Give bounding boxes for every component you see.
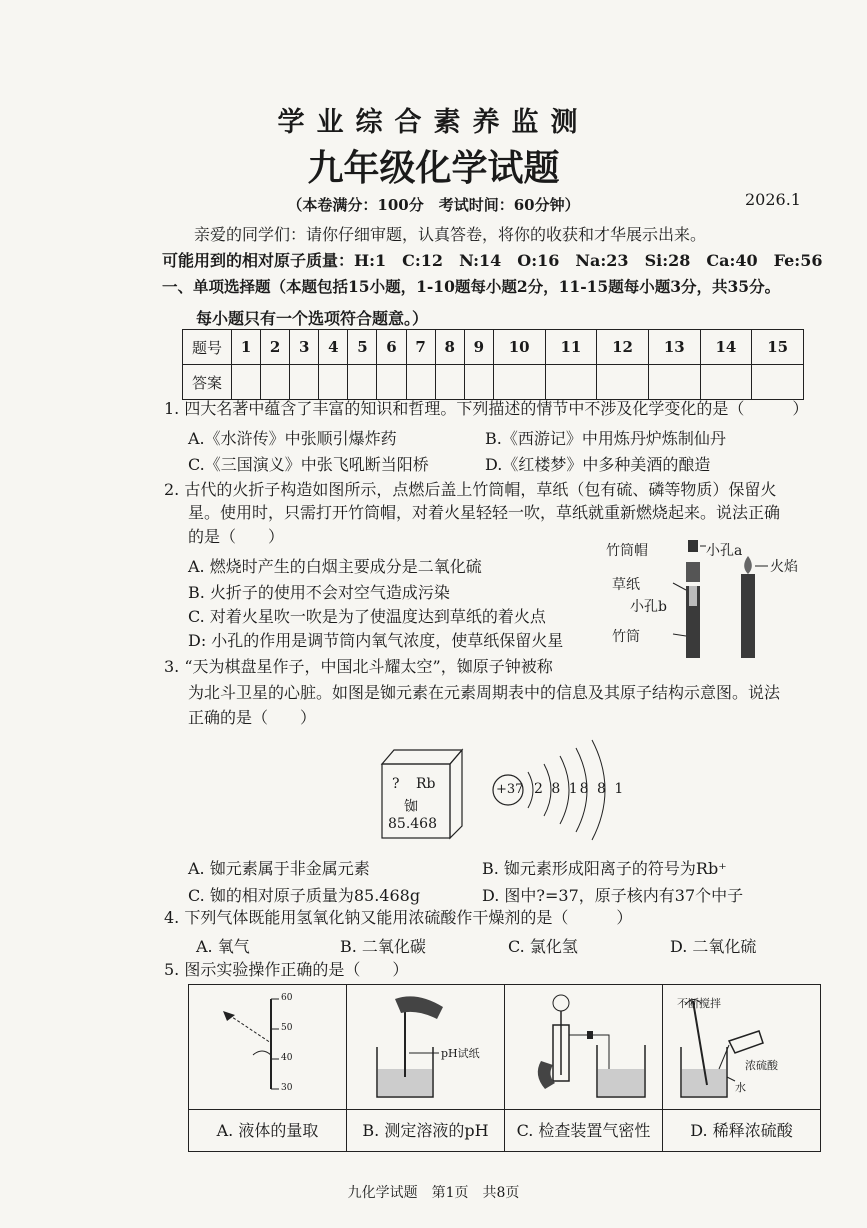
fire-starter-diagram (600, 536, 840, 666)
q5-caption-b: B. 测定溶液的pH (347, 1109, 504, 1152)
answer-cell[interactable] (700, 365, 752, 400)
hand-icon (395, 996, 443, 1019)
atomic-number: ? (392, 776, 400, 792)
electron-shell (528, 772, 533, 808)
ph-paper-label: pH试纸 (441, 1047, 480, 1060)
label-hole-a: 小孔a (706, 543, 743, 559)
meniscus (253, 1051, 271, 1055)
label-hole-b: 小孔b (630, 599, 667, 615)
answer-cell[interactable] (377, 365, 406, 400)
eye-icon (223, 1011, 235, 1021)
answer-table (182, 329, 804, 400)
electron-counts: 2 8 18 8 1 (534, 781, 626, 797)
q3-stem-line3: 正确的是（ ） (188, 708, 317, 727)
funnel-bulb (553, 995, 569, 1011)
q2-option-a: A. 燃烧时产生的白烟主要成分是二氧化硫 (188, 557, 482, 576)
answer-cell[interactable] (290, 365, 319, 400)
question-number: 10 (493, 330, 545, 365)
q3-stem-line2: 为北斗卫星的心脏。如图是铷元素在元素周期表中的信息及其原子结构示意图。说法 (188, 683, 781, 702)
cap-top (688, 540, 698, 552)
atom-structure-diagram (486, 738, 626, 848)
cube-top (382, 750, 462, 764)
answer-cell[interactable] (597, 365, 649, 400)
question-number: 1 (232, 330, 261, 365)
question-number: 5 (348, 330, 377, 365)
exam-date: 2026.1 (745, 190, 801, 209)
q3-option-d: D. 图中?=37，原子核内有37个中子 (482, 886, 744, 905)
element-symbol: Rb (416, 776, 436, 792)
page-footer: 九化学试题 第1页 共8页 (347, 1185, 520, 1201)
graduated-cylinder-drawing (189, 985, 333, 1105)
exam-main-title: 学业综合素养监测 (277, 107, 590, 138)
q5-caption-c: C. 检查装置气密性 (505, 1109, 662, 1152)
section1-note: 每小题只有一个选项符合题意。） (196, 309, 429, 328)
question-number: 12 (597, 330, 649, 365)
atomic-masses: 可能用到的相对原子质量：H:1 C:12 N:14 O:16 Na:23 Si:28 Ca:40 Fe:56 (162, 251, 823, 270)
leader-line (727, 1077, 735, 1081)
answer-table-number-row (183, 330, 804, 365)
flame-icon (744, 556, 752, 574)
question-number: 14 (700, 330, 752, 365)
question-number: 4 (319, 330, 348, 365)
question-number: 7 (406, 330, 435, 365)
cube-side (450, 750, 462, 838)
leader-line (673, 583, 686, 590)
answer-cell[interactable] (435, 365, 464, 400)
q4-option-b: B. 二氧化碳 (340, 937, 426, 956)
label-tube: 竹筒 (612, 629, 640, 645)
q5-panel-b (347, 985, 505, 1151)
clamp (587, 1031, 593, 1039)
q1-stem: 1. 四大名著中蕴含了丰富的知识和哲理。下列描述的情节中不涉及化学变化的是（ ） (164, 399, 809, 418)
q5-stem: 5. 图示实验操作正确的是（ ） (164, 960, 409, 979)
q5-panel-c (505, 985, 663, 1151)
q5-caption-a: A. 液体的量取 (189, 1109, 346, 1152)
q4-option-d: D. 二氧化硫 (670, 937, 757, 956)
question-number: 9 (464, 330, 493, 365)
table-header-number: 题号 (183, 330, 232, 365)
atomic-mass: 85.468 (388, 816, 437, 832)
cap-body (686, 562, 700, 582)
greeting: 亲爱的同学们：请你仔细审题，认真答卷，将你的收获和才华展示出来。 (194, 225, 707, 244)
answer-cell[interactable] (406, 365, 435, 400)
answer-cell[interactable] (232, 365, 261, 400)
question-number: 13 (648, 330, 700, 365)
question-number: 11 (545, 330, 597, 365)
question-number: 15 (752, 330, 804, 365)
answer-cell[interactable] (545, 365, 597, 400)
answer-cell[interactable] (261, 365, 290, 400)
q2-stem-line2: 星。使用时，只需打开竹筒帽，对着火星轻轻一吹，草纸就重新燃烧起来。说法正确 (188, 503, 781, 522)
tick-label: 30 (281, 1083, 293, 1093)
answer-cell[interactable] (752, 365, 804, 400)
tick-label: 50 (281, 1023, 293, 1033)
q2-stem-line3: 的是（ ） (188, 527, 285, 546)
answer-cell[interactable] (464, 365, 493, 400)
question-number: 2 (261, 330, 290, 365)
q5-caption-d: D. 稀释浓硫酸 (663, 1109, 820, 1152)
exam-subject-title: 九年级化学试题 (307, 147, 560, 189)
sight-line (229, 1015, 271, 1043)
tube-right (741, 574, 755, 658)
q5-image-b (347, 985, 504, 1105)
q3-option-c: C. 铷的相对原子质量为85.468g (188, 886, 421, 905)
question-number: 8 (435, 330, 464, 365)
q5-figure-box (188, 984, 821, 1152)
label-flame: 火焰 (770, 559, 798, 575)
delivery-tube (569, 1035, 609, 1073)
q4-stem: 4. 下列气体既能用氢氧化钠又能用浓硫酸作干燥剂的是（ ） (164, 908, 633, 927)
answer-cell[interactable] (493, 365, 545, 400)
exam-meta: （本卷满分：100分 考试时间：60分钟） (287, 196, 580, 214)
leader-line (673, 634, 686, 636)
element-cube (380, 748, 464, 840)
answer-cell[interactable] (348, 365, 377, 400)
table-header-answer: 答案 (183, 365, 232, 400)
q5-panel-a (189, 985, 347, 1151)
q5-image-d (663, 985, 820, 1105)
water (598, 1069, 644, 1096)
q2-stem-line1: 2. 古代的火折子构造如图所示，点燃后盖上竹筒帽，草纸（包有硫、磷等物质）保留火 (164, 480, 777, 499)
q1-option-d: D.《红楼梦》中多种美酒的酿造 (485, 455, 711, 474)
q5-image-c (505, 985, 662, 1105)
q1-option-a: A.《水浒传》中张顺引爆炸药 (188, 429, 397, 448)
element-name: 铷 (404, 799, 418, 815)
q1-option-b: B.《西游记》中用炼丹炉炼制仙丹 (485, 429, 726, 448)
answer-cell[interactable] (648, 365, 700, 400)
question-number: 3 (290, 330, 319, 365)
paper-left (689, 586, 697, 606)
answer-cell[interactable] (319, 365, 348, 400)
water-label: 水 (735, 1081, 746, 1094)
label-paper: 草纸 (612, 577, 640, 593)
q2-option-d: D: 小孔的作用是调节筒内氧气浓度，使草纸保留火星 (188, 631, 564, 650)
answer-table-answer-row (183, 365, 804, 400)
nucleus-charge: +37 (496, 782, 524, 797)
stir-label: 不断搅拌 (677, 997, 721, 1010)
question-number: 6 (377, 330, 406, 365)
q5-panel-d (663, 985, 820, 1151)
section1-heading: 一、单项选择题（本题包括15小题，1-10题每小题2分，11-15题每小题3分，共35分。 (162, 277, 781, 296)
q3-option-b: B. 铷元素形成阳离子的符号为Rb⁺ (482, 859, 727, 878)
q1-option-c: C.《三国演义》中张飞吼断当阳桥 (188, 455, 429, 474)
q5-image-a (189, 985, 346, 1105)
tick-label: 60 (281, 993, 293, 1003)
q4-option-c: C. 氯化氢 (508, 937, 578, 956)
q2-option-c: C. 对着火星吹一吹是为了使温度达到草纸的着火点 (188, 607, 546, 626)
acid-label: 浓硫酸 (745, 1059, 778, 1072)
q3-option-a: A. 铷元素属于非金属元素 (188, 859, 370, 878)
gas-tightness-drawing (505, 985, 663, 1105)
q4-option-a: A. 氧气 (196, 937, 250, 956)
q3-stem-line1: 3. “天为棋盘星作子，中国北斗耀太空”，铷原子钟被称 (164, 657, 553, 676)
ph-test-drawing (347, 985, 505, 1105)
reagent-bottle (729, 1031, 763, 1053)
q2-option-b: B. 火折子的使用不会对空气造成污染 (188, 583, 450, 602)
tick-label: 40 (281, 1053, 293, 1063)
label-cap: 竹筒帽 (606, 543, 648, 559)
